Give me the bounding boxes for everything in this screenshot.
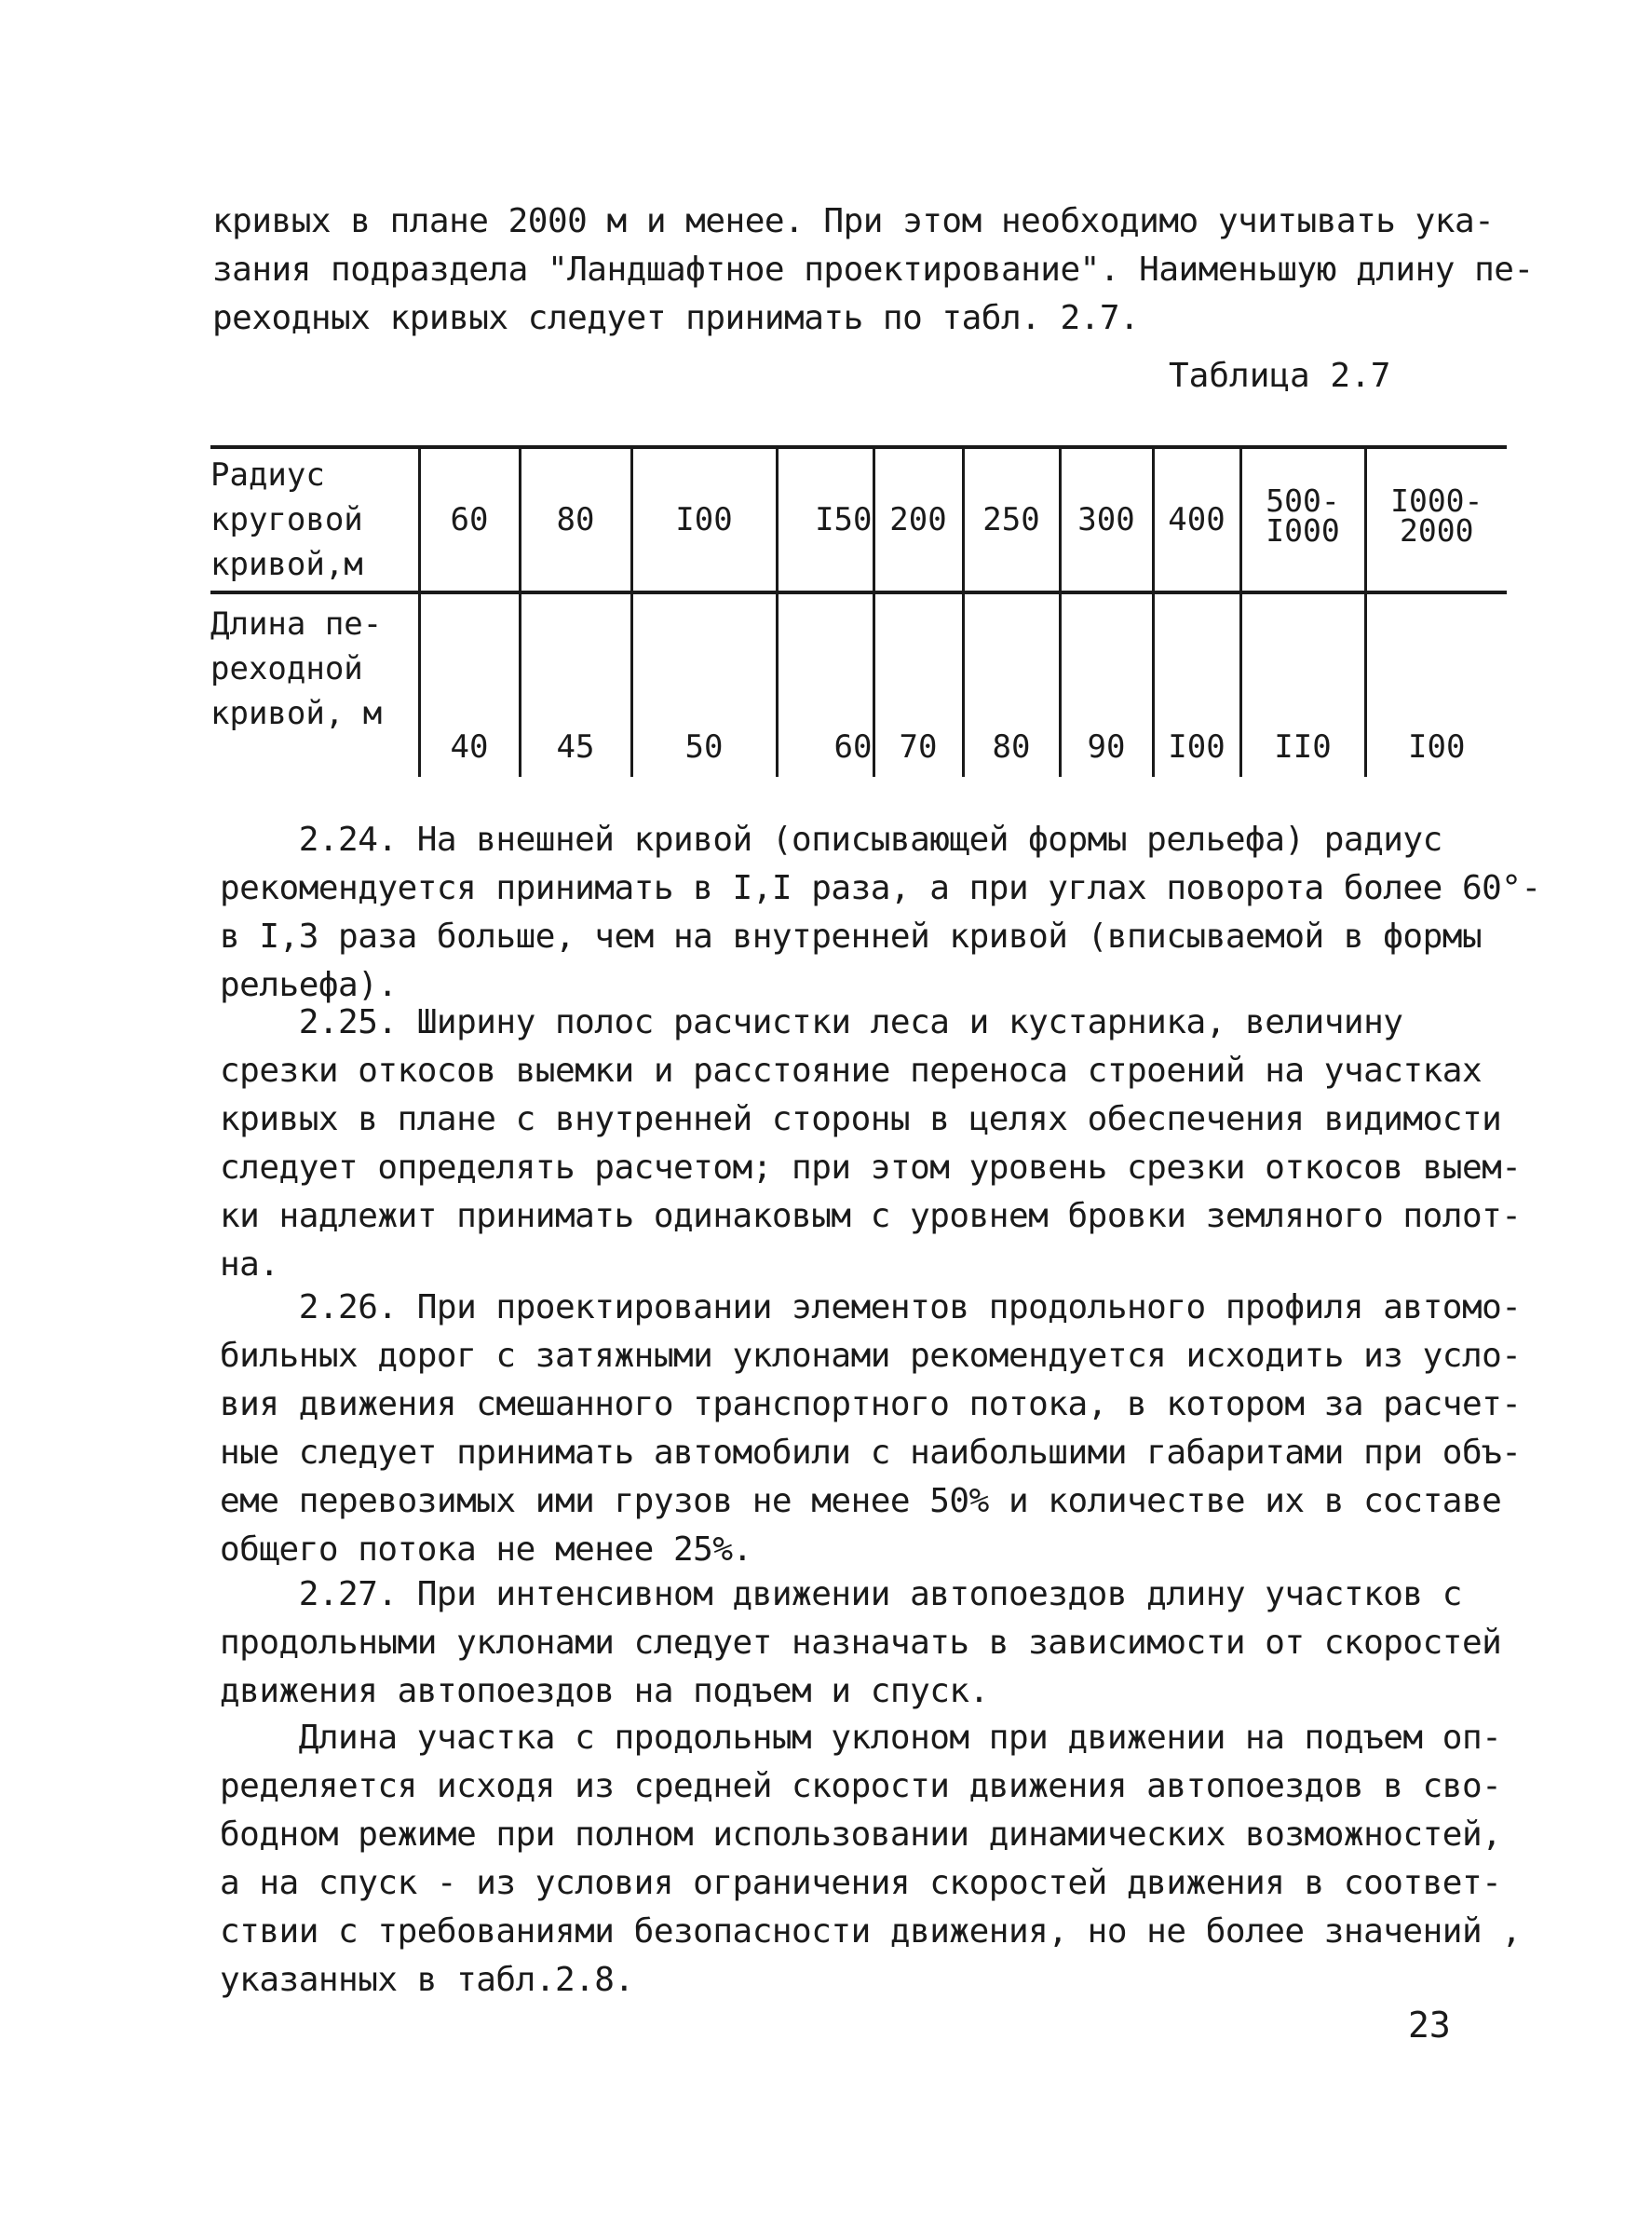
table-cell: 60 xyxy=(419,447,520,592)
table-cell: 45 xyxy=(520,592,631,777)
table-cell: 400 xyxy=(1153,447,1240,592)
paragraph-2-26: 2.26. При проектировании элементов продольного профиля автомо- бильных дорог с затяжными уклонами рекомендуется исходить из усло- вия движения смешанного транспортного потока, в котором за расчет- ные следует принимать автомобили с наибольшими габаритами при объ- еме перевозимых ими грузов не менее 50% и количестве их в составе общего потока не менее 25%. xyxy=(220,1288,1522,1569)
table-cell: 80 xyxy=(520,447,631,592)
table-caption: Таблица 2.7 xyxy=(1169,357,1391,395)
table-cell: II0 xyxy=(1240,592,1365,777)
table-cell-text: I000- 2000 xyxy=(1390,483,1483,549)
table-cell: I00 xyxy=(1153,592,1240,777)
table-cell: 50 xyxy=(631,592,777,777)
table-cell: 40 xyxy=(419,592,520,777)
page-number: 23 xyxy=(1408,2005,1451,2046)
paragraph-2-27: 2.27. При интенсивном движении автопоездов длину участков с продольными уклонами следует назначать в зависимости от скоростей движения автопоездов на подъем и спуск. xyxy=(220,1575,1502,1710)
table-row-radius xyxy=(210,447,1507,592)
table-2-7 xyxy=(210,445,1507,777)
table-cell: 200 xyxy=(873,447,963,592)
table-cell: 250 xyxy=(963,447,1060,592)
table-cell: 90 xyxy=(1060,592,1153,777)
paragraph-2-27-continued: Длина участка с продольным уклоном при движении на подъем оп- ределяется исходя из средней скорости движения автопоездов в сво- бодном режиме при полном использовании динамических возможностей, а на спуск - из условия ограничения скоростей движения в соответ- ствии с требованиями безопасности движения, но не более значений , указанных в табл.2.8. xyxy=(220,1719,1522,1999)
table-cell: 80 xyxy=(963,592,1060,777)
row-header-radius: Радиус круговой кривой,м xyxy=(210,447,419,592)
table-cell: I00 xyxy=(1365,592,1507,777)
table-row-length xyxy=(210,592,1507,777)
table-cell: I50 xyxy=(777,447,873,592)
table-cell: 70 xyxy=(873,592,963,777)
table-cell xyxy=(1240,447,1365,592)
intro-paragraph: кривых в плане 2000 м и менее. При этом необходимо учитывать ука- зания подраздела "Ландшафтное проектирование". Наименьшую длину пе- реходных кривых следует принимать по табл. 2.7. xyxy=(212,202,1534,337)
table-cell-text: 500- I000 xyxy=(1266,483,1340,549)
table-cell xyxy=(1365,447,1507,592)
table-cell: I00 xyxy=(631,447,777,592)
table-cell: 300 xyxy=(1060,447,1153,592)
paragraph-2-24: 2.24. На внешней кривой (описывающей формы рельефа) радиус рекомендуется принимать в I,I раза, а при углах поворота более 60°- в I,3 раза больше, чем на внутренней кривой (вписываемой в формы рельефа). xyxy=(220,821,1541,1004)
paragraph-2-25: 2.25. Ширину полос расчистки леса и кустарника, величину срезки откосов выемки и расстояние переноса строений на участках кривых в плане с внутренней стороны в целях обеспечения видимости следует определять расчетом; при этом уровень срезки откосов выем- ки надлежит принимать одинаковым с уровнем бровки земляного полот- на. xyxy=(220,1003,1522,1284)
row-header-length: Длина пе- реходной кривой, м xyxy=(210,605,383,732)
table-cell: 60 xyxy=(777,592,873,777)
